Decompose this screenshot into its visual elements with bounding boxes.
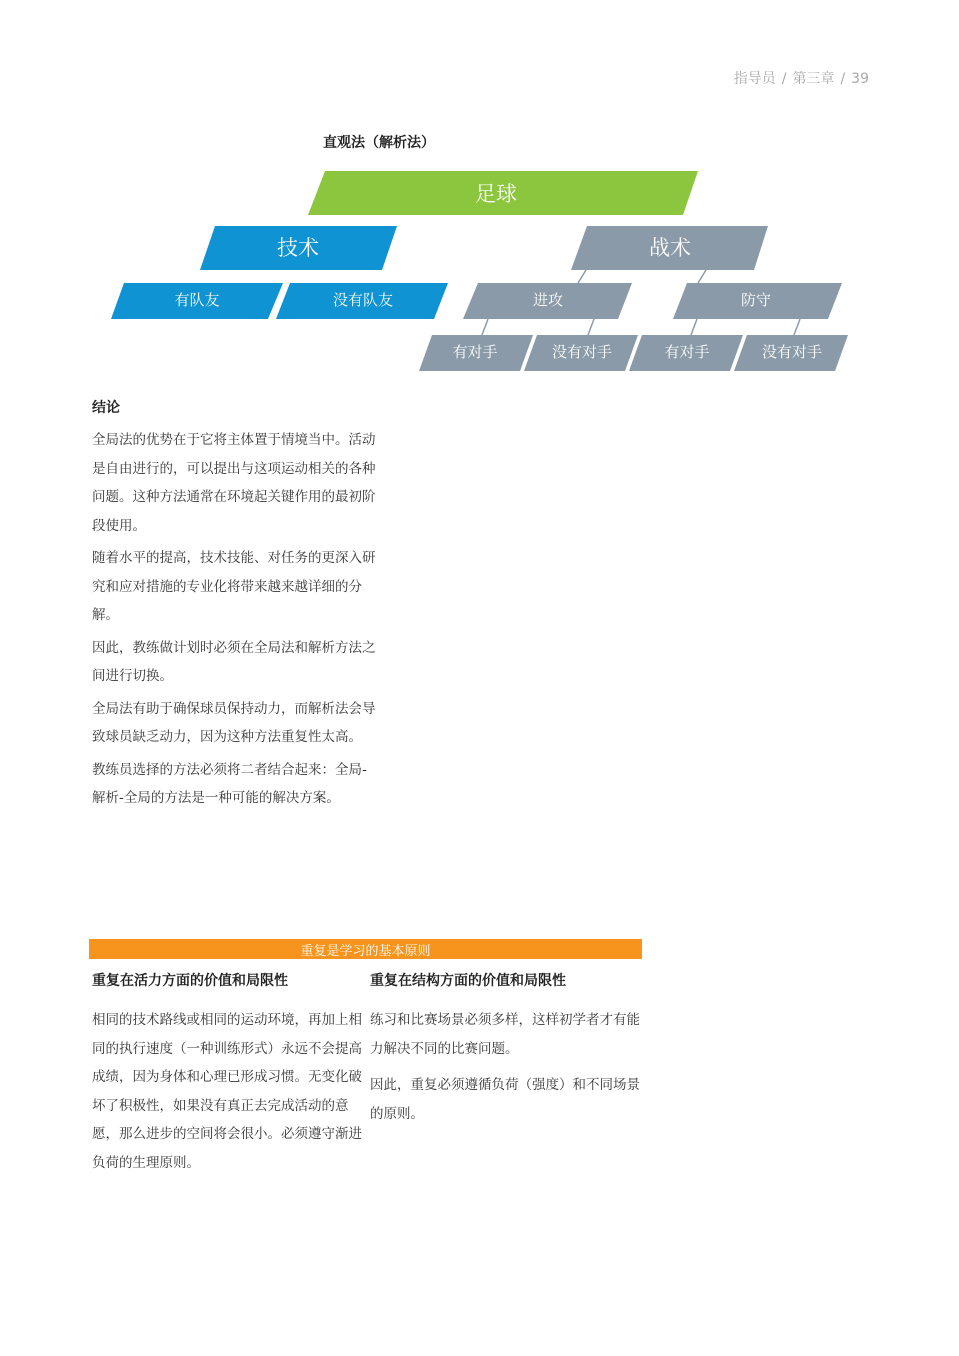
node-attack-with-opponent-label: 有对手 (452, 343, 498, 361)
line-attack-with (482, 319, 488, 335)
node-defense-label: 防守 (740, 291, 772, 309)
line-tactics-defense (698, 270, 706, 283)
line-defense-with (691, 319, 697, 335)
left-column-title: 重复在活力方面的价值和局限性 (92, 973, 288, 989)
node-attack-without-opponent-label: 没有对手 (551, 343, 613, 361)
header-chapter: 第三章 (792, 71, 835, 87)
header-separator: / (781, 71, 787, 87)
node-defense-with-opponent-label: 有对手 (664, 343, 710, 361)
conclusion-body (92, 426, 377, 817)
node-technique-label: 技术 (277, 236, 319, 260)
line-tactics-attack (578, 270, 586, 283)
conclusion-title: 结论 (92, 400, 120, 416)
node-defense-without-opponent-label: 没有对手 (761, 343, 823, 361)
repetition-banner: 重复是学习的基本原则 (89, 939, 642, 959)
header-separator-2: / (840, 71, 846, 87)
right-column-paragraph: 练习和比赛场景必须多样，这样初学者才有能力解决不同的比赛问题。 (370, 1012, 640, 1057)
line-defense-without (794, 319, 800, 335)
conclusion-paragraph: 随着水平的提高，技术技能、对任务的更深入研究和应对措施的专业化将带来越来越详细的分解。 (92, 550, 376, 623)
page-number: 39 (851, 71, 869, 87)
node-without-teammate-label: 没有队友 (332, 291, 394, 309)
conclusion-paragraph: 全局法的优势在于它将主体置于情境当中。活动是自由进行的，可以提出与这项运动相关的各种问题。这种方法通常在环境起关键作用的最初阶段使用。 (92, 432, 376, 534)
node-attack-label: 进攻 (532, 291, 564, 309)
node-tactics-label: 战术 (649, 236, 691, 260)
right-column-paragraph: 因此，重复必须遵循负荷（强度）和不同场景的原则。 (370, 1077, 640, 1122)
left-column-paragraph: 相同的技术路线或相同的运动环境，再加上相同的执行速度（一种训练形式）永远不会提高成绩，因为身体和心理已形成习惯。无变化破坏了积极性，如果没有真正去完成活动的意愿，那么进步的空间将会很小。必须遵守渐进负荷的生理原则。 (92, 1012, 362, 1171)
left-column-body (92, 1006, 364, 1185)
conclusion-paragraph: 教练员选择的方法必须将二者结合起来：全局-解析-全局的方法是一种可能的解决方案。 (92, 761, 367, 806)
right-column-body (370, 1006, 642, 1136)
right-column-title: 重复在结构方面的价值和局限性 (370, 973, 566, 989)
conclusion-paragraph: 因此，教练做计划时必须在全局法和解析方法之间进行切换。 (92, 639, 376, 684)
conclusion-paragraph: 全局法有助于确保球员保持动力，而解析法会导致球员缺乏动力，因为这种方法重复性太高。 (92, 700, 376, 745)
diagram-title: 直观法（解析法） (323, 135, 435, 151)
hierarchy-diagram (0, 0, 959, 400)
header-brand: 指导员 (733, 71, 776, 87)
line-attack-without (588, 319, 594, 335)
node-with-teammate-label: 有队友 (174, 291, 220, 309)
root-node-label: 足球 (475, 182, 517, 206)
